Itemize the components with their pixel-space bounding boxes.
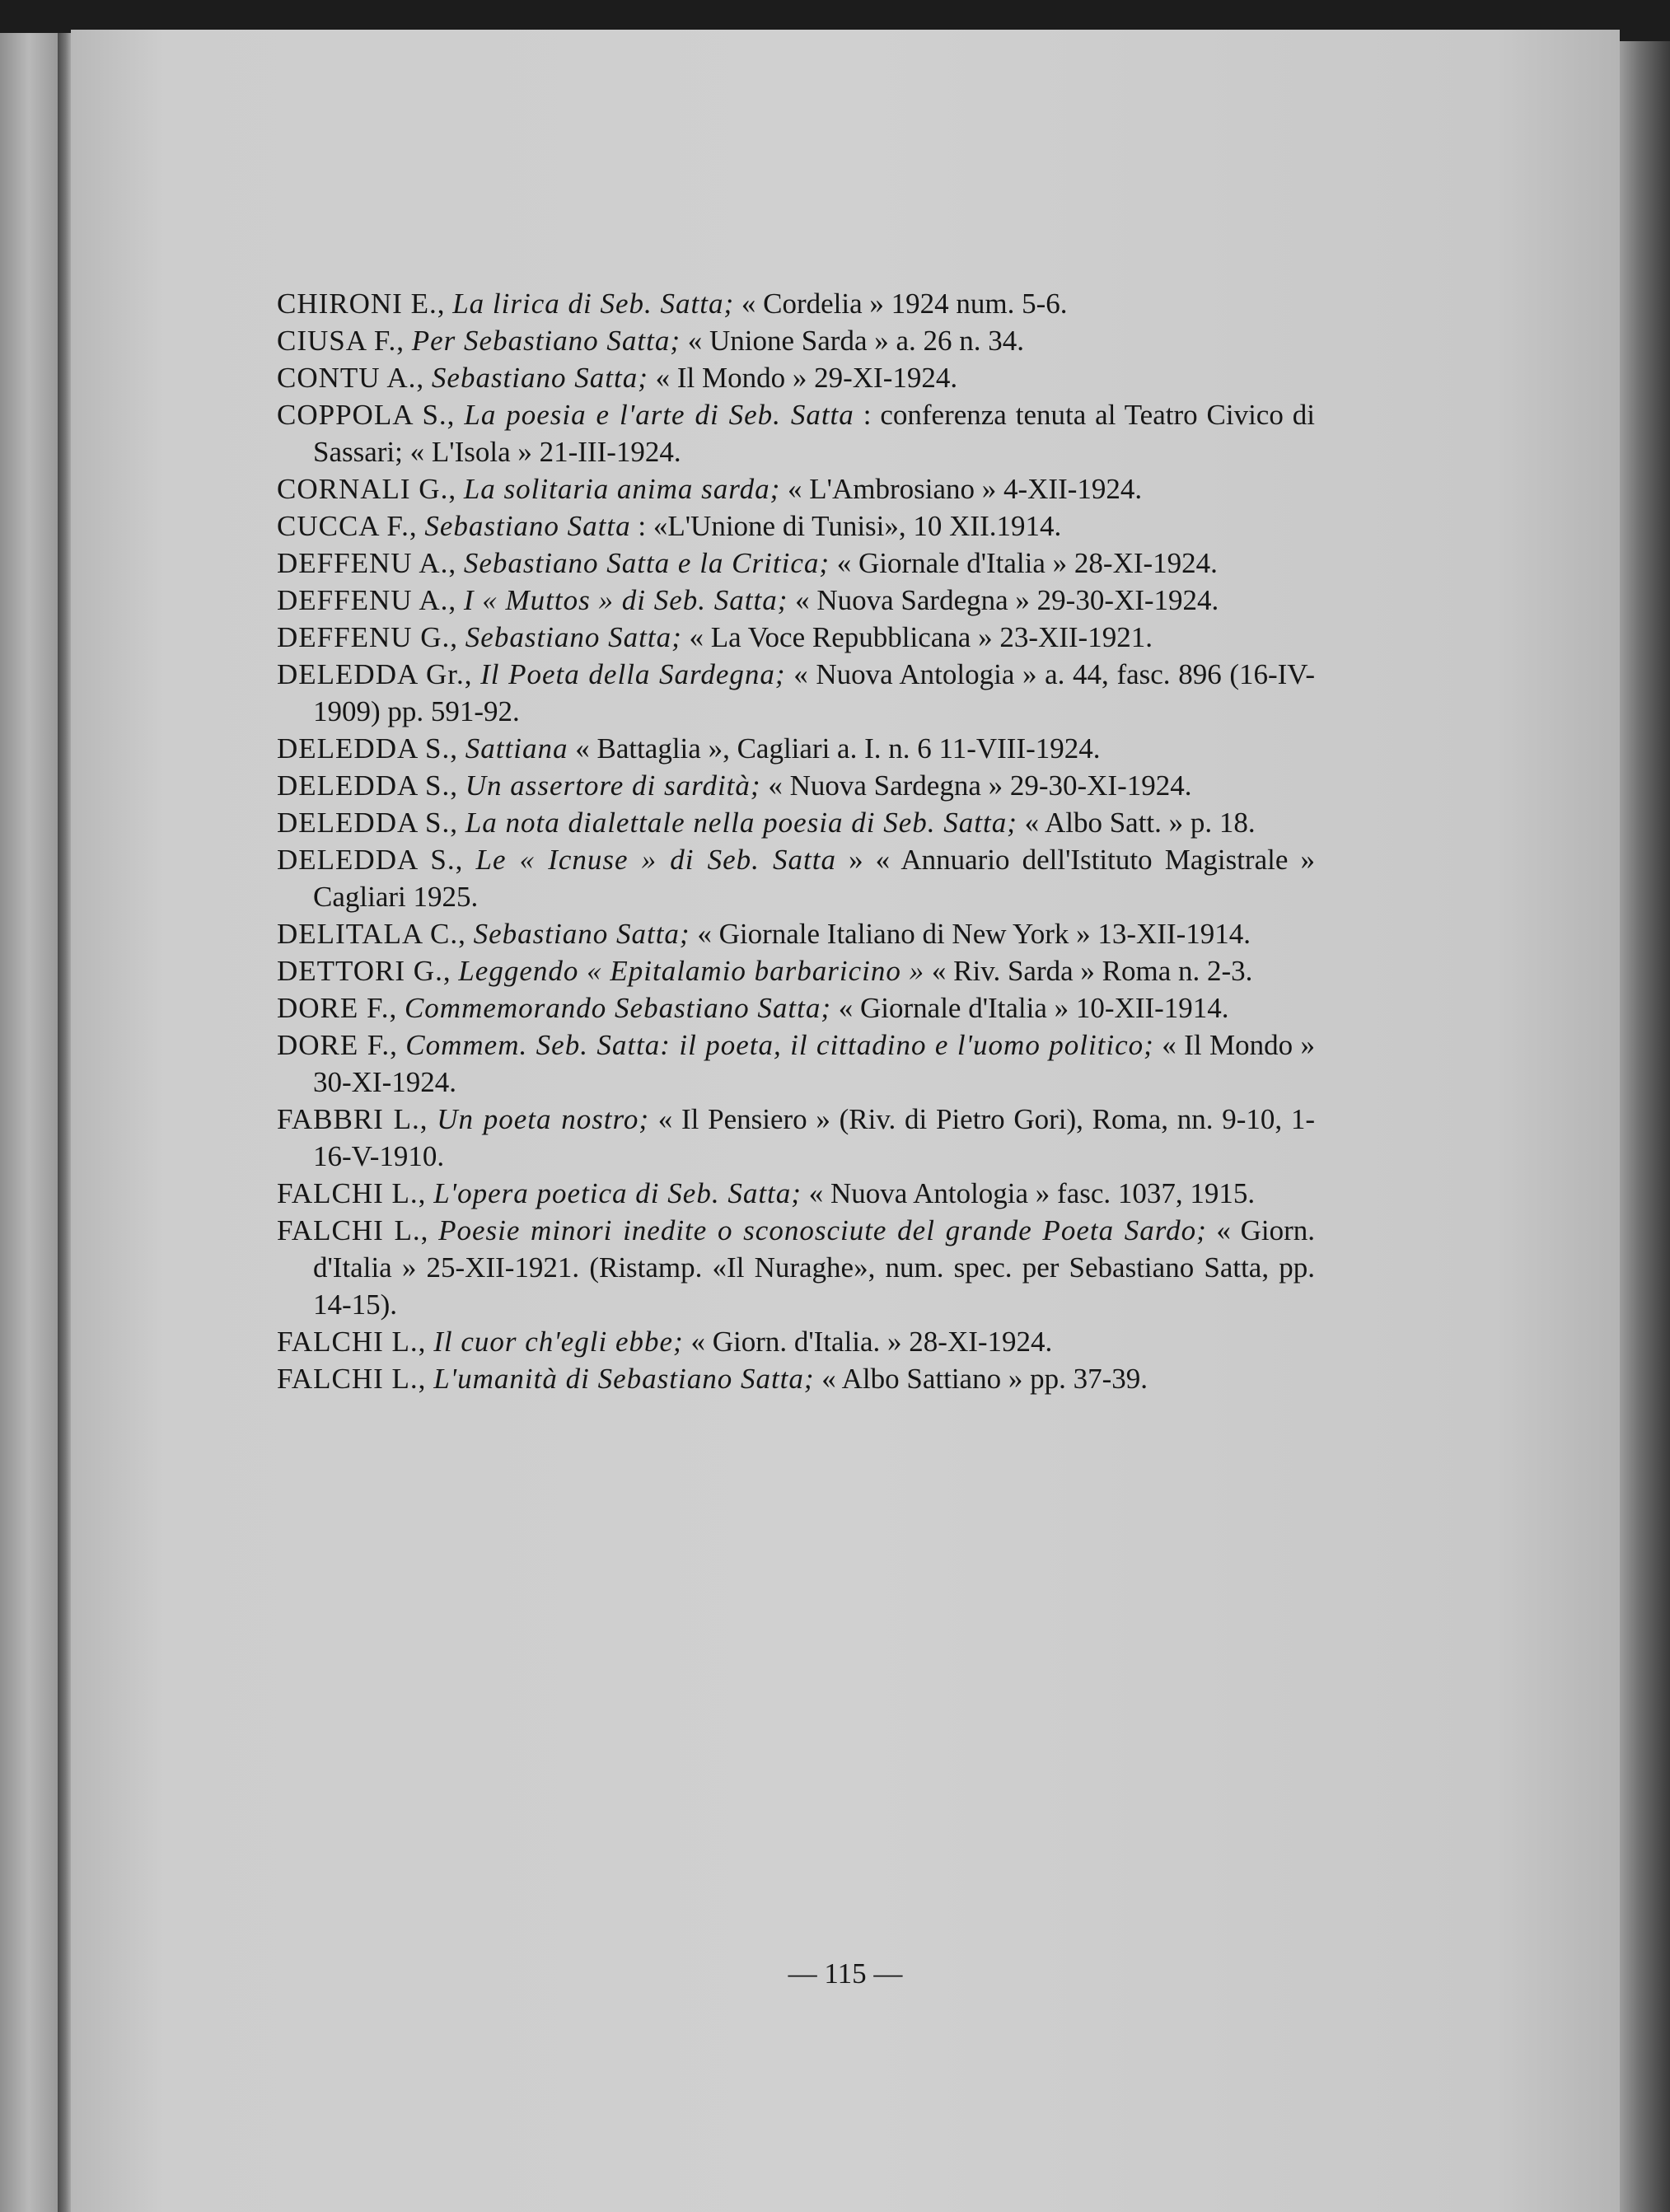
bibliography-list bbox=[277, 285, 1315, 1397]
entry-title: Commem. Seb. Satta: il poeta, il cittadino e l'uomo politico; bbox=[405, 1029, 1154, 1061]
entry-title: Commemorando Sebastiano Satta; bbox=[404, 992, 831, 1024]
entry-author: DELEDDA Gr., bbox=[277, 658, 473, 690]
bibliography-entry bbox=[277, 1026, 1315, 1101]
entry-author: CHIRONI E., bbox=[277, 288, 446, 320]
entry-publication: « Nuova Sardegna » 29-30-XI-1924. bbox=[768, 769, 1192, 802]
entry-title: Sebastiano Satta e la Critica; bbox=[463, 547, 830, 579]
entry-publication: « Giorn. d'Italia. » 28-XI-1924. bbox=[690, 1326, 1053, 1358]
bibliography-entry bbox=[277, 582, 1315, 619]
entry-author: DEFFENU A., bbox=[277, 547, 457, 579]
entry-publication: « Nuova Antologia » fasc. 1037, 1915. bbox=[808, 1177, 1256, 1209]
entry-publication: « Il Pensiero » (Riv. di Pietro Gori), Roma, nn. 9-10, 1-16-V-1910. bbox=[313, 1103, 1315, 1172]
entry-publication: « Il Mondo » 30-XI-1924. bbox=[313, 1029, 1316, 1098]
entry-publication: « Il Mondo » 29-XI-1924. bbox=[655, 362, 958, 394]
entry-publication: « Giornale d'Italia » 10-XII-1914. bbox=[838, 992, 1229, 1024]
entry-author: DELEDDA S., bbox=[277, 844, 464, 876]
entry-publication: « Cordelia » 1924 num. 5-6. bbox=[741, 288, 1068, 320]
bibliography-entry bbox=[277, 915, 1315, 952]
bibliography-entry bbox=[277, 1360, 1315, 1397]
entry-author: FALCHI L., bbox=[277, 1177, 427, 1209]
bibliography-entry bbox=[277, 841, 1315, 915]
bibliography-entry bbox=[277, 285, 1315, 322]
entry-publication: » « Annuario dell'Istituto Magistrale » Cagliari 1925. bbox=[313, 844, 1315, 913]
entry-author: DETTORI G., bbox=[277, 955, 451, 987]
entry-publication: : conferenza tenuta al Teatro Civico di Sassari; « L'Isola » 21-III-1924. bbox=[313, 399, 1315, 468]
entry-author: DELITALA C., bbox=[277, 918, 466, 950]
bibliography-entry bbox=[277, 470, 1315, 507]
entry-author: COPPOLA S., bbox=[277, 399, 456, 431]
entry-title: Poesie minori inedite o sconosciute del grande Poeta Sardo; bbox=[438, 1214, 1207, 1246]
entry-title: Sebastiano Satta bbox=[424, 510, 631, 542]
bibliography-entry bbox=[277, 1101, 1315, 1175]
entry-title: I « Muttos » di Seb. Satta; bbox=[463, 584, 788, 616]
bibliography-entry bbox=[277, 359, 1315, 396]
bibliography-entry bbox=[277, 396, 1315, 470]
entry-author: FABBRI L., bbox=[277, 1103, 428, 1135]
entry-title: Le « Icnuse » di Seb. Satta bbox=[475, 844, 836, 876]
bibliography-entry bbox=[277, 730, 1315, 767]
entry-publication: « Nuova Sardegna » 29-30-XI-1924. bbox=[795, 584, 1219, 616]
bibliography-entry bbox=[277, 545, 1315, 582]
entry-publication: « Giorn. d'Italia » 25-XII-1921. (Ristamp. «Il Nuraghe», num. spec. per Sebastiano Satta, pp. 14-15). bbox=[313, 1214, 1316, 1321]
entry-title: La poesia e l'arte di Seb. Satta bbox=[464, 399, 854, 431]
page-number: — 115 — bbox=[788, 1957, 903, 1990]
entry-author: DORE F., bbox=[277, 1029, 398, 1061]
entry-title: Sebastiano Satta; bbox=[465, 621, 682, 653]
bibliography-entry bbox=[277, 507, 1315, 545]
entry-publication: « Riv. Sarda » Roma n. 2-3. bbox=[931, 955, 1253, 987]
entry-publication: « Battaglia », Cagliari a. I. n. 6 11-VIII-1924. bbox=[575, 732, 1101, 765]
book-gutter bbox=[58, 33, 71, 2212]
entry-title: Un assertore di sardità; bbox=[465, 769, 761, 802]
entry-author: DELEDDA S., bbox=[277, 769, 459, 802]
entry-publication: « Albo Satt. » p. 18. bbox=[1024, 807, 1256, 839]
entry-author: DEFFENU A., bbox=[277, 584, 457, 616]
book-page bbox=[71, 30, 1620, 2212]
entry-publication: « Giornale Italiano di New York » 13-XII-1914. bbox=[697, 918, 1251, 950]
bibliography-entry bbox=[277, 619, 1315, 656]
bibliography-entry bbox=[277, 1323, 1315, 1360]
bibliography-entry bbox=[277, 656, 1315, 730]
entry-title: La nota dialettale nella poesia di Seb. Satta; bbox=[465, 807, 1017, 839]
entry-author: FALCHI L., bbox=[277, 1214, 429, 1246]
entry-publication: « L'Ambrosiano » 4-XII-1924. bbox=[788, 473, 1143, 505]
entry-title: L'opera poetica di Seb. Satta; bbox=[433, 1177, 802, 1209]
entry-publication: « Giornale d'Italia » 28-XI-1924. bbox=[836, 547, 1218, 579]
entry-publication: « La Voce Repubblicana » 23-XII-1921. bbox=[689, 621, 1153, 653]
entry-title: Il Poeta della Sardegna; bbox=[480, 658, 786, 690]
entry-title: La lirica di Seb. Satta; bbox=[452, 288, 735, 320]
left-page-edge bbox=[0, 33, 58, 2212]
entry-publication: « Albo Sattiano » pp. 37-39. bbox=[821, 1363, 1148, 1395]
entry-title: Sebastiano Satta; bbox=[431, 362, 648, 394]
bibliography-entry bbox=[277, 989, 1315, 1026]
entry-author: CUCCA F., bbox=[277, 510, 418, 542]
entry-author: CIUSA F., bbox=[277, 325, 405, 357]
bibliography-entry bbox=[277, 322, 1315, 359]
entry-title: Sebastiano Satta; bbox=[473, 918, 690, 950]
entry-author: CONTU A., bbox=[277, 362, 425, 394]
entry-title: Per Sebastiano Satta; bbox=[411, 325, 681, 357]
right-page-edge bbox=[1620, 41, 1670, 2212]
entry-publication: « Unione Sarda » a. 26 n. 34. bbox=[687, 325, 1025, 357]
bibliography-entry bbox=[277, 1212, 1315, 1323]
bibliography-entry bbox=[277, 767, 1315, 804]
entry-author: FALCHI L., bbox=[277, 1326, 427, 1358]
bibliography-entry bbox=[277, 804, 1315, 841]
entry-author: DEFFENU G., bbox=[277, 621, 459, 653]
entry-publication: : «L'Unione di Tunisi», 10 XII.1914. bbox=[638, 510, 1062, 542]
entry-author: FALCHI L., bbox=[277, 1363, 427, 1395]
entry-title: La solitaria anima sarda; bbox=[463, 473, 781, 505]
entry-author: DELEDDA S., bbox=[277, 732, 459, 765]
entry-title: Il cuor ch'egli ebbe; bbox=[433, 1326, 684, 1358]
entry-author: DORE F., bbox=[277, 992, 398, 1024]
entry-title: L'umanità di Sebastiano Satta; bbox=[433, 1363, 815, 1395]
entry-title: Un poeta nostro; bbox=[437, 1103, 650, 1135]
entry-title: Leggendo « Epitalamio barbaricino » bbox=[458, 955, 925, 987]
entry-publication: « Nuova Antologia » a. 44, fasc. 896 (16-IV-1909) pp. 591-92. bbox=[313, 658, 1316, 727]
entry-author: DELEDDA S., bbox=[277, 807, 459, 839]
bibliography-entry bbox=[277, 952, 1315, 989]
bibliography-entry bbox=[277, 1175, 1315, 1212]
entry-title: Sattiana bbox=[465, 732, 568, 765]
entry-author: CORNALI G., bbox=[277, 473, 457, 505]
